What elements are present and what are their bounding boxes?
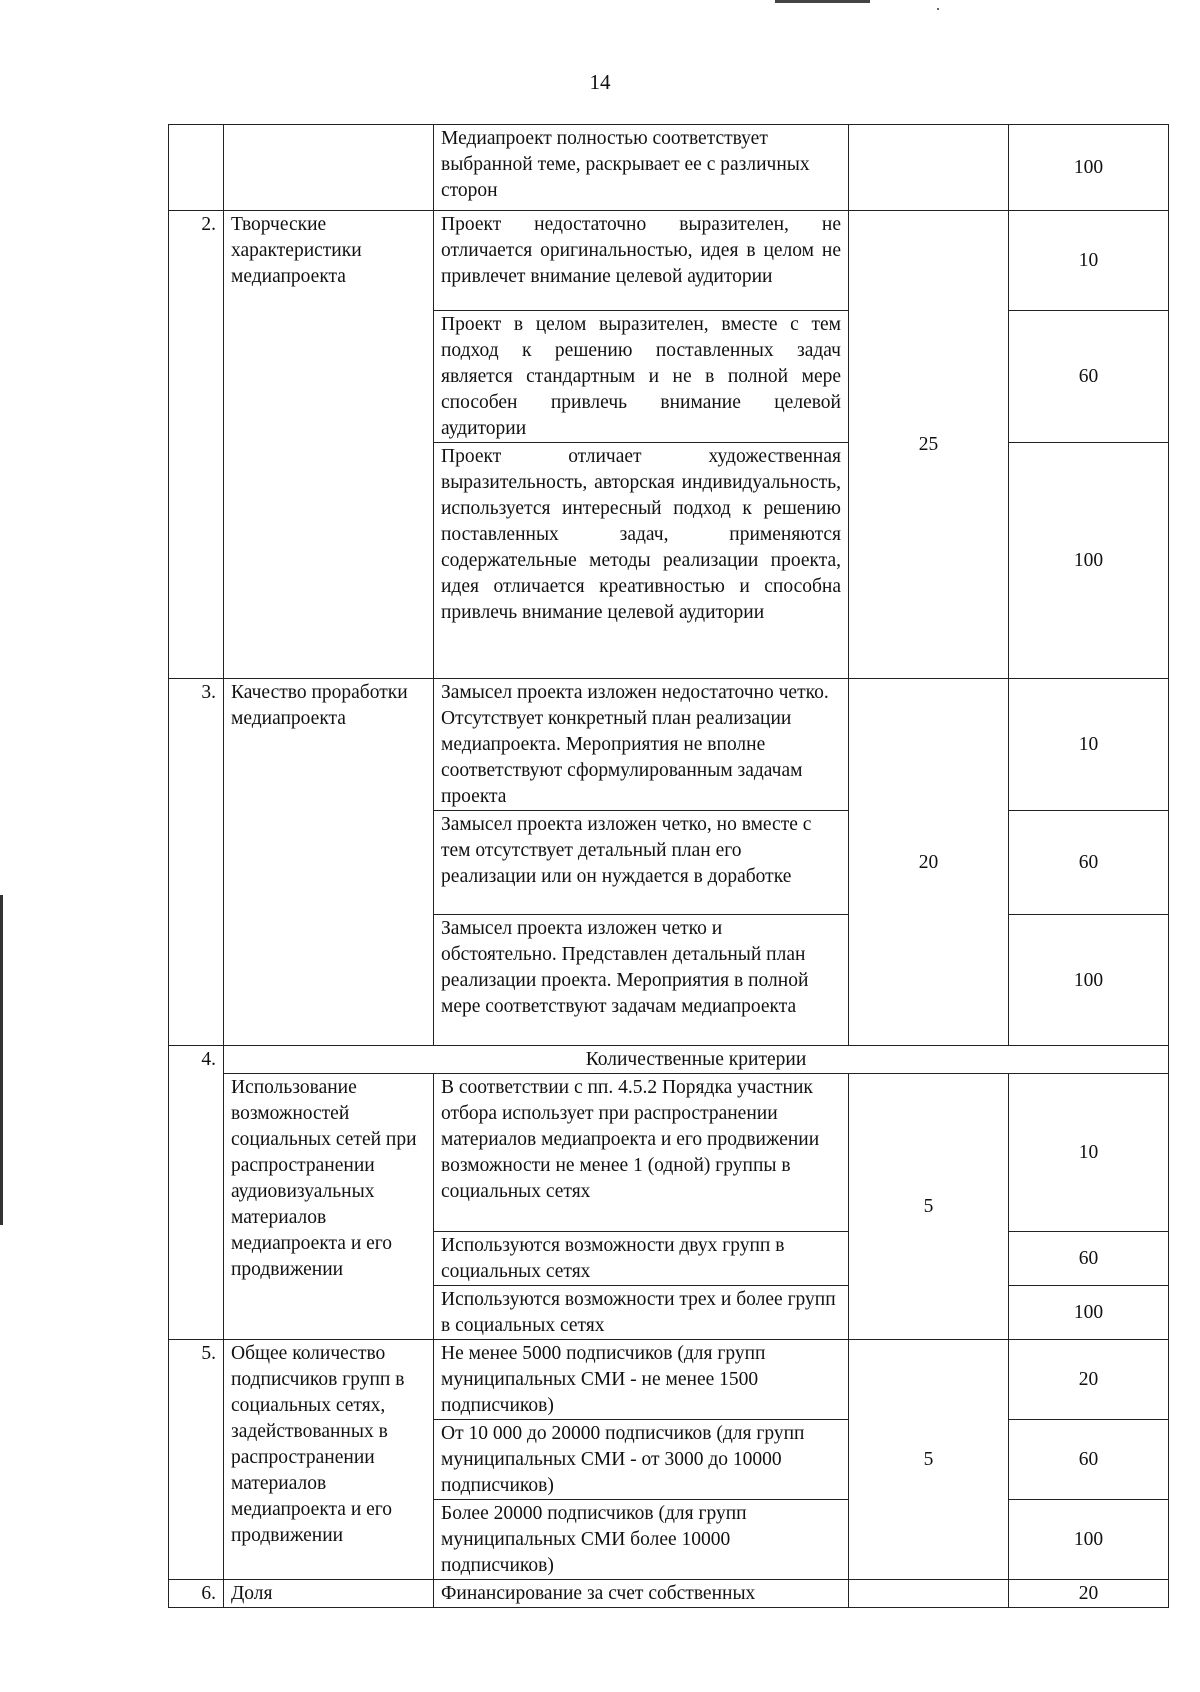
level-score: 100: [1009, 443, 1169, 679]
level-description: Используются возможности двух групп в социальных сетях: [434, 1232, 849, 1286]
level-description: Финансирование за счет собственных: [434, 1580, 849, 1608]
criterion-name: Доля: [224, 1580, 434, 1608]
criterion-number: 6.: [169, 1580, 224, 1608]
level-description: Более 20000 подписчиков (для групп муниципальных СМИ более 10000 подписчиков): [434, 1500, 849, 1580]
scan-edge: [0, 895, 3, 1225]
table-row: [169, 1074, 1169, 1232]
table-row: [169, 1046, 1169, 1074]
level-description: Замысел проекта изложен четко, но вместе с тем отсутствует детальный план его реализации или он нуждается в доработке: [434, 811, 849, 915]
level-score: 100: [1009, 125, 1169, 211]
criterion-number: 4.: [169, 1046, 224, 1340]
level-description: В соответствии с пп. 4.5.2 Порядка участник отбора использует при распространении материалов медиапроекта и его продвижении возможности не менее 1 (одной) группы в социальных сетях: [434, 1074, 849, 1232]
level-score: 60: [1009, 1232, 1169, 1286]
criterion-weight: 5: [849, 1340, 1009, 1580]
level-score: 60: [1009, 811, 1169, 915]
level-score: 20: [1009, 1580, 1169, 1608]
level-description: Замысел проекта изложен четко и обстоятельно. Представлен детальный план реализации проекта. Мероприятия в полной мере соответствуют задачам медиапроекта: [434, 915, 849, 1046]
level-score: 100: [1009, 1500, 1169, 1580]
level-description: Проект недостаточно выразителен, не отличается оригинальностью, идея в целом не привлечет внимание целевой аудитории: [434, 211, 849, 311]
criterion-weight: 5: [849, 1074, 1009, 1340]
table-row: [169, 1340, 1169, 1420]
criterion-name: [224, 125, 434, 211]
level-score: 10: [1009, 1074, 1169, 1232]
criterion-number: 5.: [169, 1340, 224, 1580]
level-description: Не менее 5000 подписчиков (для групп муниципальных СМИ - не менее 1500 подписчиков): [434, 1340, 849, 1420]
level-description: Замысел проекта изложен недостаточно четко. Отсутствует конкретный план реализации медиапроекта. Мероприятия не вполне соответствуют сформулированным задачам проекта: [434, 679, 849, 811]
level-description: Проект в целом выразителен, вместе с тем подход к решению поставленных задач является стандартным и не в полной мере способен привлечь внимание целевой аудитории: [434, 311, 849, 443]
scan-dot: [937, 8, 939, 10]
level-score: 10: [1009, 211, 1169, 311]
criterion-name: Качество проработки медиапроекта: [224, 679, 434, 1046]
criterion-name: Использование возможностей социальных сетей при распространении аудиовизуальных материалов медиапроекта и его продвижении: [224, 1074, 434, 1340]
scan-mark: [775, 0, 870, 3]
level-description: Проект отличает художественная выразительность, авторская индивидуальность, используется интересный подход к решению поставленных задач, применяются содержательные методы реализации проекта, идея отличается креативностью и способна привлечь внимание целевой аудитории: [434, 443, 849, 679]
table-row: [169, 125, 1169, 211]
page-number: 14: [589, 70, 611, 94]
level-score: 100: [1009, 1286, 1169, 1340]
criterion-weight: [849, 1580, 1009, 1608]
level-score: 20: [1009, 1340, 1169, 1420]
criterion-number: 3.: [169, 679, 224, 1046]
level-score: 60: [1009, 1420, 1169, 1500]
table-row: [169, 679, 1169, 811]
criterion-name: Общее количество подписчиков групп в социальных сетях, задействованных в распространении материалов медиапроекта и его продвижении: [224, 1340, 434, 1580]
criterion-weight: 25: [849, 211, 1009, 679]
criterion-weight: [849, 125, 1009, 211]
criteria-table: [168, 124, 1169, 1608]
table-row: [169, 211, 1169, 311]
table-row: [169, 1580, 1169, 1608]
section-heading: Количественные критерии: [224, 1046, 1169, 1074]
level-score: 60: [1009, 311, 1169, 443]
level-description: Медиапроект полностью соответствует выбранной теме, раскрывает ее с различных сторон: [434, 125, 849, 211]
level-description: Используются возможности трех и более групп в социальных сетях: [434, 1286, 849, 1340]
criterion-number: 2.: [169, 211, 224, 679]
level-score: 10: [1009, 679, 1169, 811]
level-description: От 10 000 до 20000 подписчиков (для групп муниципальных СМИ - от 3000 до 10000 подписчиков): [434, 1420, 849, 1500]
criterion-weight: 20: [849, 679, 1009, 1046]
level-score: 100: [1009, 915, 1169, 1046]
criterion-name: Творческие характеристики медиапроекта: [224, 211, 434, 679]
criterion-number: [169, 125, 224, 211]
